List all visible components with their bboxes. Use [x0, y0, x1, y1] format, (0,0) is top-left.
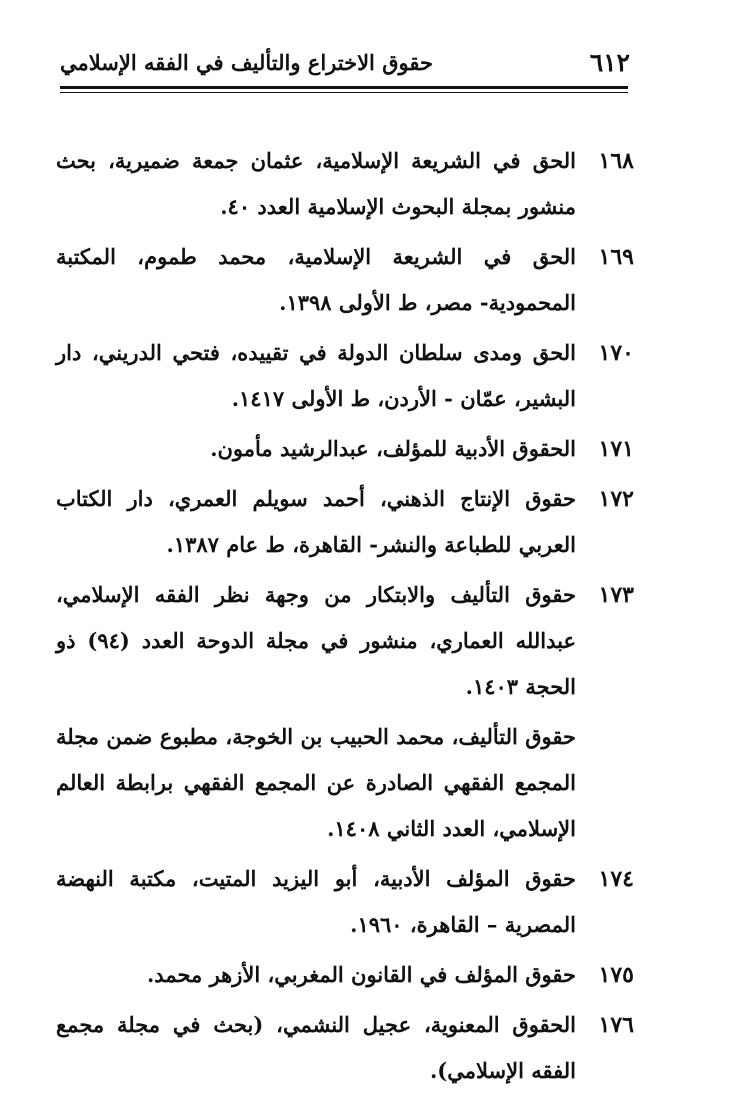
bibliography-entry	[56, 856, 634, 948]
page-header	[60, 42, 630, 82]
entry-number: ١٧٤	[598, 866, 634, 892]
entry-number: ١٧٦	[598, 1012, 634, 1038]
entry-text: الحق في الشريعة الإسلامية، عثمان جمعة ضميرية، بحث منشور بمجلة البحوث الإسلامية العدد ٤٠.	[56, 148, 576, 219]
bibliography-entry-continuation	[56, 714, 634, 852]
entry-text: حقوق المؤلف الأدبية، أبو اليزيد المتيت، مكتبة النهضة المصرية – القاهرة، ١٩٦٠.	[56, 866, 576, 937]
running-title: حقوق الاختراع والتأليف في الفقه الإسلامي	[60, 49, 433, 75]
entry-number: ١٧٥	[598, 962, 634, 988]
bibliography-list	[56, 138, 634, 1098]
bibliography-entry	[56, 952, 634, 998]
entry-text: حقوق التأليف والابتكار من وجهة نظر الفقه الإسلامي، عبدالله العماري، منشور في مجلة الدوحة العدد (٩٤) ذو الحجة ١٤٠٣.	[56, 582, 576, 699]
entry-text: الحقوق الأدبية للمؤلف، عبدالرشيد مأمون.	[210, 436, 576, 461]
entry-number: ١٦٨	[598, 148, 634, 174]
header-rule-thin	[60, 92, 628, 93]
entry-number: ١٧١	[598, 436, 634, 462]
bibliography-entry	[56, 572, 634, 710]
bibliography-entry	[56, 330, 634, 422]
bibliography-entry	[56, 234, 634, 326]
header-rule-thick	[60, 86, 628, 89]
entry-text: حقوق الإنتاج الذهني، أحمد سويلم العمري، دار الكتاب العربي للطباعة والنشر- القاهرة، ط عام ١٣٨٧.	[56, 486, 576, 557]
entry-number: ١٧٣	[598, 582, 634, 608]
bibliography-entry	[56, 426, 634, 472]
entry-number: ١٦٩	[598, 244, 634, 270]
entry-number	[576, 714, 634, 852]
bibliography-entry	[56, 138, 634, 230]
entry-number: ١٧٠	[598, 340, 634, 366]
entry-text: حقوق التأليف، محمد الحبيب بن الخوجة، مطبوع ضمن مجلة المجمع الفقهي الصادرة عن المجمع الفقهي برابطة العالم الإسلامي، العدد الثاني ١٤٠٨.	[56, 724, 576, 841]
entry-text: الحق في الشريعة الإسلامية، محمد طموم، المكتبة المحمودية- مصر، ط الأولى ١٣٩٨.	[56, 244, 576, 315]
entry-text: الحقوق المعنوية، عجيل النشمي، (بحث في مجلة مجمع الفقه الإسلامي).	[56, 1012, 576, 1083]
entry-text: حقوق المؤلف في القانون المغربي، الأزهر محمد.	[147, 962, 576, 987]
entry-number: ١٧٢	[598, 486, 634, 512]
bibliography-entry	[56, 476, 634, 568]
entry-text: الحق ومدى سلطان الدولة في تقييده، فتحي الدريني، دار البشير، عمّان - الأردن، ط الأولى ١٤١٧.	[56, 340, 576, 411]
page-number: ٦١٢	[589, 47, 630, 77]
bibliography-entry	[56, 1002, 634, 1094]
